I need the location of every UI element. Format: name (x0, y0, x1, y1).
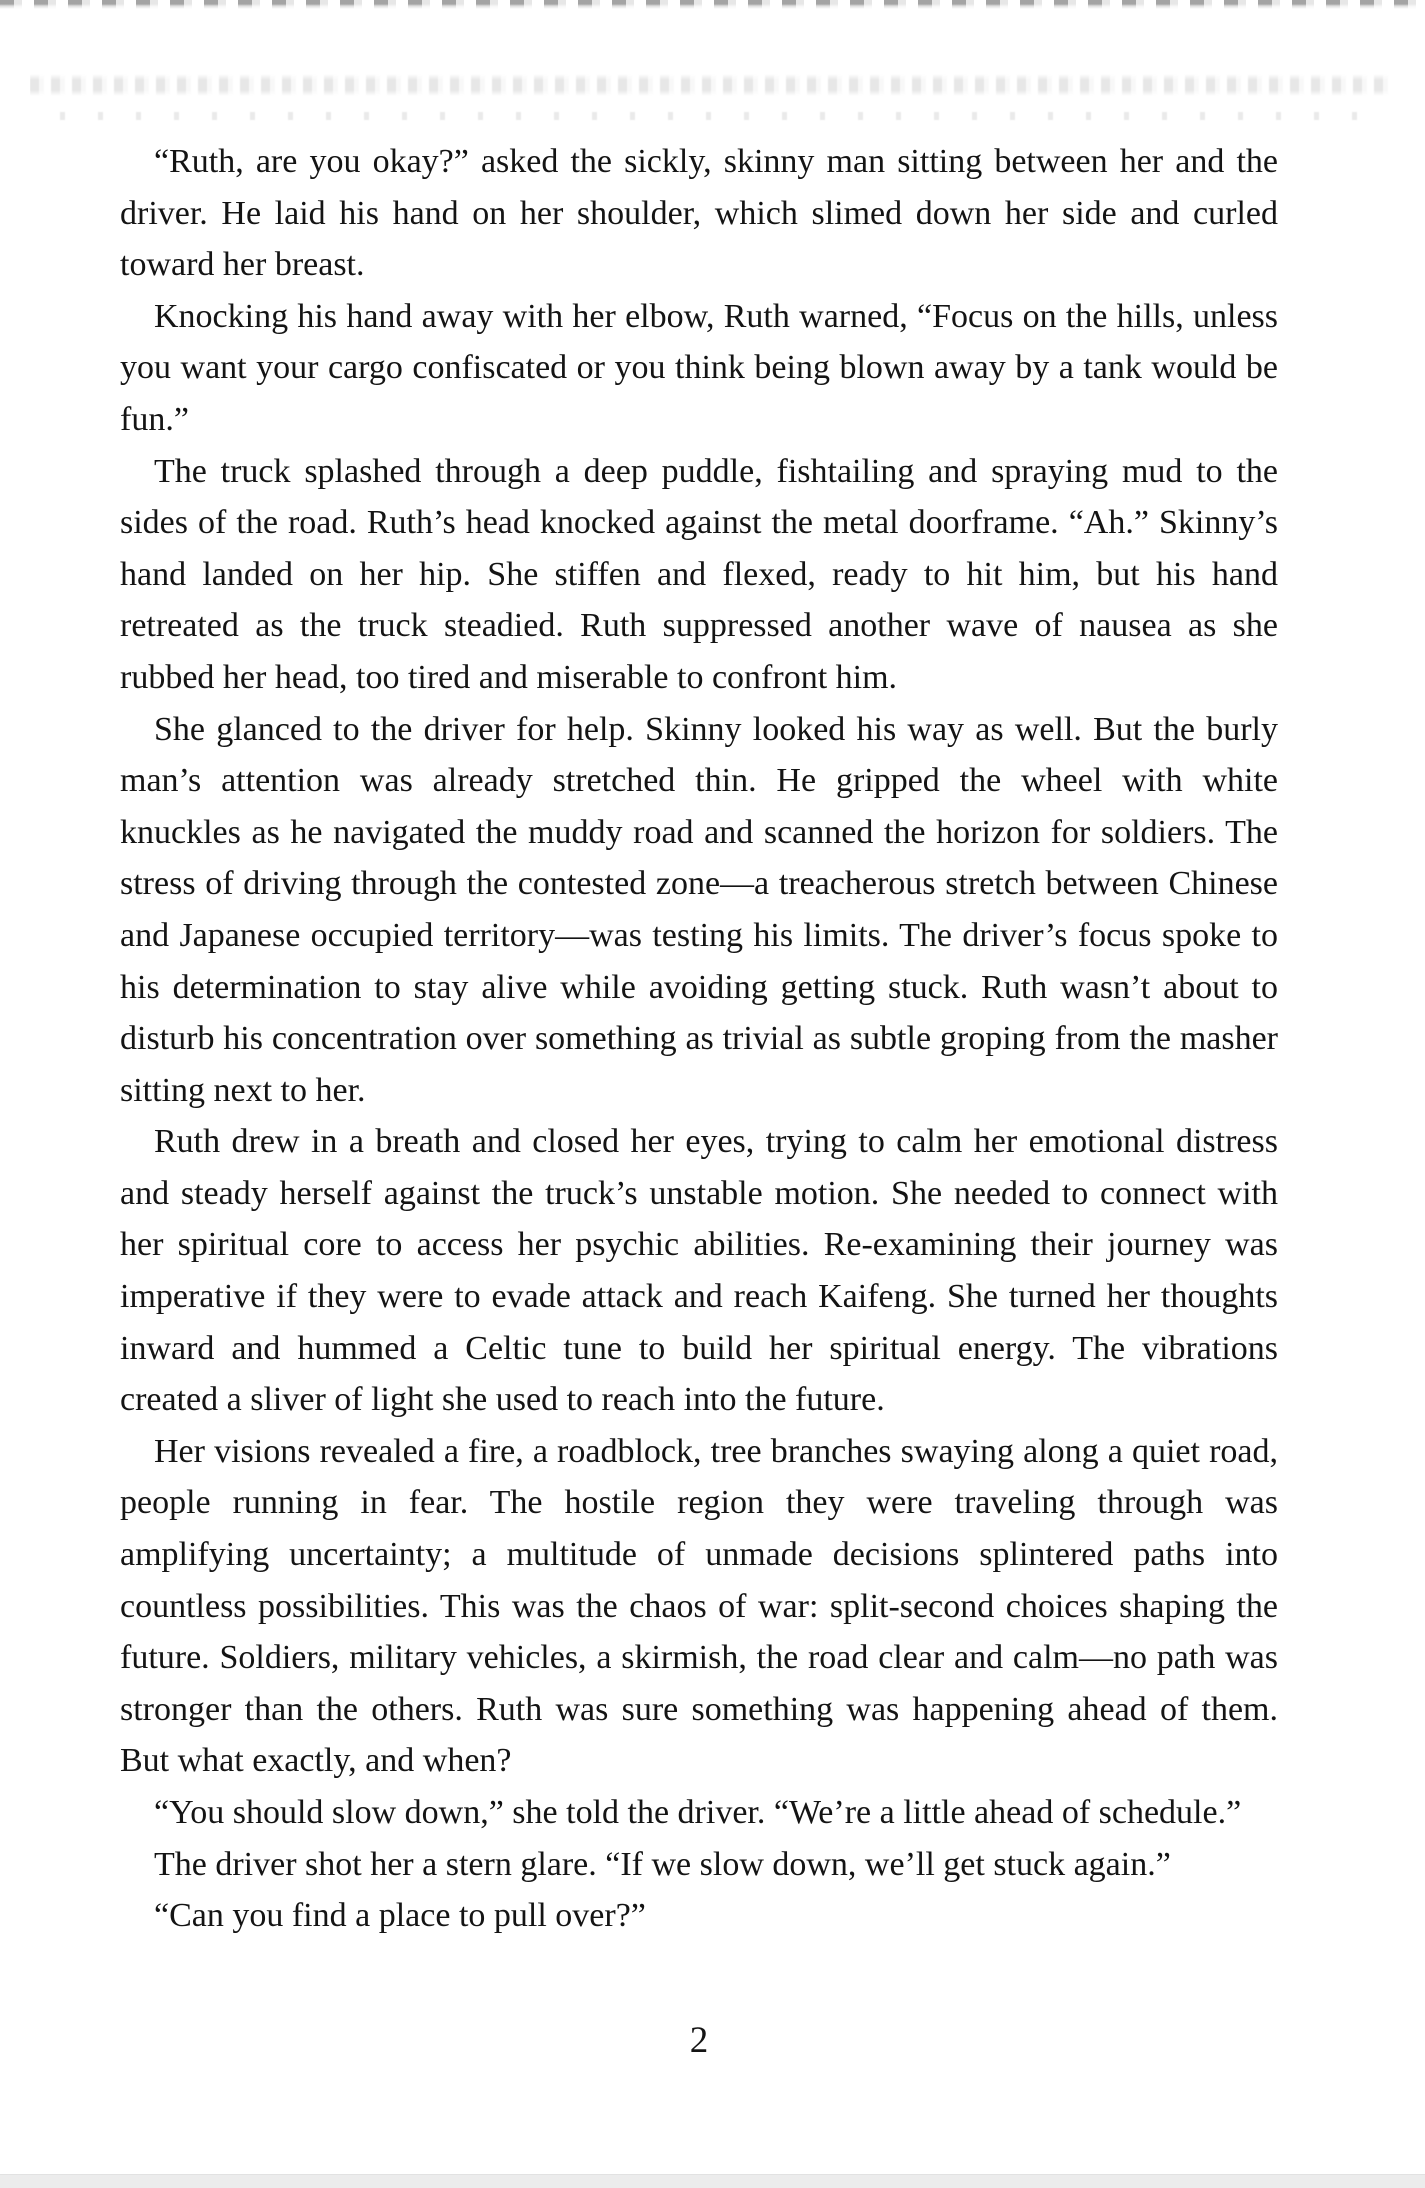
paragraph: Her visions revealed a fire, a roadblock, tree branches swaying along a quiet road, people running in fear. The hostile region they were traveling through was amplifying uncertainty; a multitude of unmade decisions splintered paths into countless possibilities. This was the chaos of war: split-second choices shaping the future. Soldiers, military vehicles, a skirmish, the road clear and calm—no path was stronger than the others. Ruth was sure something was happening ahead of them. But what exactly, and when? (120, 1432, 1278, 1780)
scan-artifact-ghost-dashes (60, 112, 1385, 120)
paragraph: Knocking his hand away with her elbow, Ruth warned, “Focus on the hills, unless you want your cargo confiscated or you think being blown away by a tank would be fun.” (120, 297, 1278, 438)
scan-artifact-ghost-text (30, 74, 1395, 96)
paragraph: Ruth drew in a breath and closed her eyes, trying to calm her emotional distress and steady herself against the truck’s unstable motion. She needed to connect with her spiritual core to access her psychic abilities. Re-examining their journey was imperative if they were to evade attack and reach Kaifeng. She turned her thoughts inward and hummed a Celtic tune to build her spiritual energy. The vibrations created a sliver of light she used to reach into the future. (120, 1123, 1278, 1419)
scan-artifact-top-edge (0, 0, 1425, 9)
paragraph: She glanced to the driver for help. Skinny looked his way as well. But the burly man’s attention was already stretched thin. He gripped the wheel with white knuckles as he navigated the muddy road and scanned the horizon for soldiers. The stress of driving through the contested zone—a treacherous stretch between Chinese and Japanese occupied territory—was testing his limits. The driver’s focus spoke to his determination to stay alive while avoiding getting stuck. Ruth wasn’t about to disturb his concentration over something as trivial as subtle groping from the masher sitting next to her. (120, 710, 1278, 1109)
paragraph: “Ruth, are you okay?” asked the sickly, skinny man sitting between her and the driver. He laid his hand on her shoulder, which slimed down her side and curled toward her breast. (120, 143, 1278, 284)
paragraph-dialogue: “You should slow down,” she told the driver. “We’re a little ahead of schedule.” (154, 1794, 1242, 1831)
paragraph-dialogue: The driver shot her a stern glare. “If we slow down, we’ll get stuck again.” (154, 1845, 1171, 1883)
paragraph-dialogue: “Can you find a place to pull over?” (154, 1897, 646, 1935)
page-number: 2 (689, 2020, 709, 2061)
page-text-block (120, 136, 1278, 1942)
paragraph: The truck splashed through a deep puddle, fishtailing and spraying mud to the sides of the road. Ruth’s head knocked against the metal doorframe. “Ah.” Skinny’s hand landed on her hip. She stiffen and flexed, ready to hit him, but his hand retreated as the truck steadied. Ruth suppressed another wave of nausea as she rubbed her head, too tired and miserable to confront him. (120, 452, 1278, 696)
scan-artifact-bottom-bar (0, 2174, 1425, 2188)
